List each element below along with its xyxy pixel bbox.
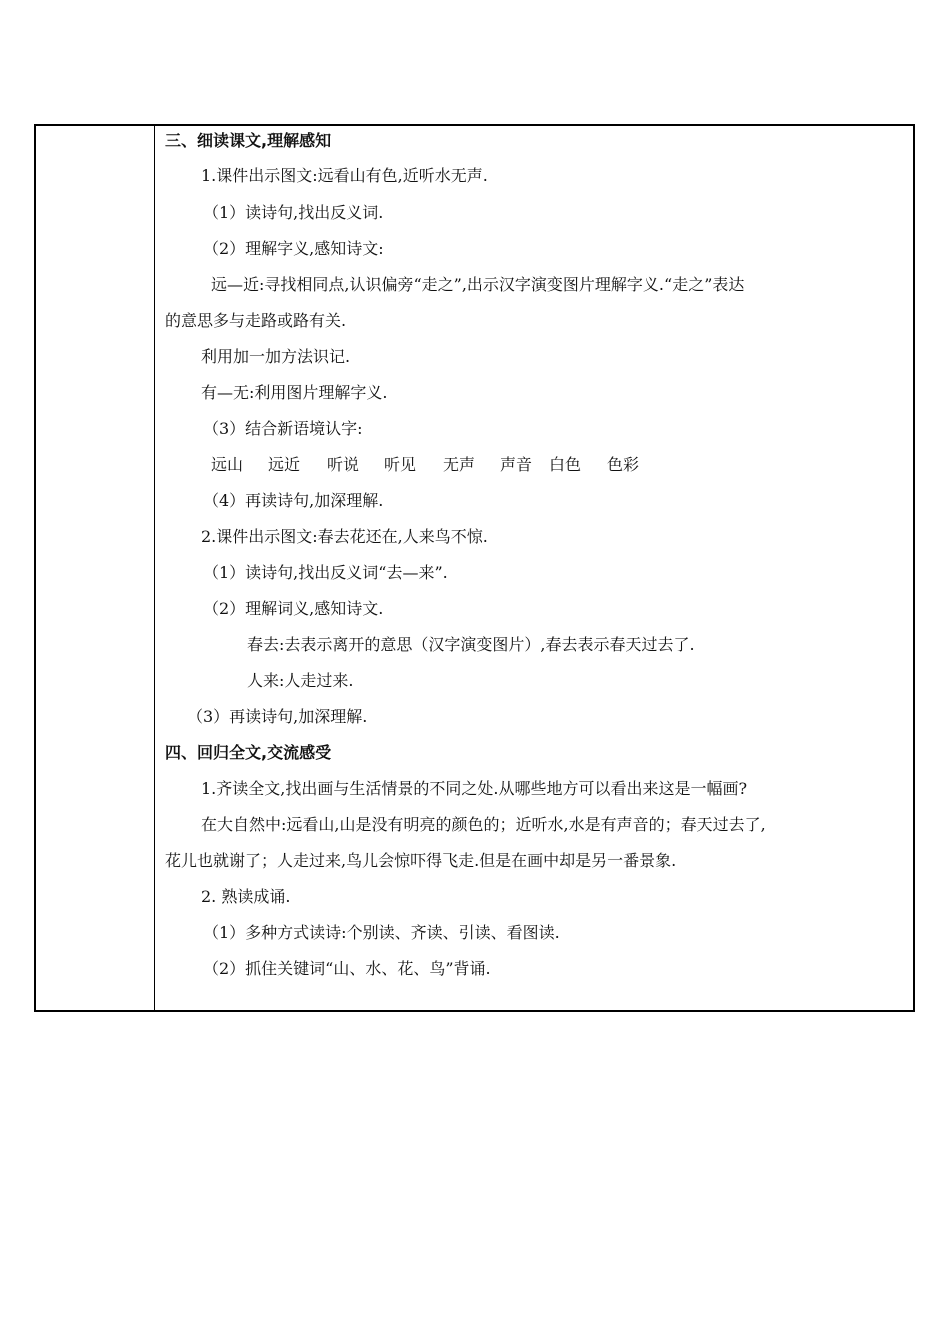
far-near-explanation-cont: 的意思多与走路或路有关. — [165, 311, 347, 330]
section4-item1: 1.齐读全文,找出画与生活情景的不同之处.从哪些地方可以看出来这是一幅画? — [201, 779, 748, 798]
section3-item2-2: （2）理解词义,感知诗文. — [203, 599, 384, 618]
word-item: 远近 — [268, 455, 301, 474]
section3-item2: 2.课件出示图文:春去花还在,人来鸟不惊. — [201, 527, 488, 546]
people-come-explanation: 人来:人走过来. — [247, 671, 354, 690]
add-method-note: 利用加一加方法识记. — [201, 347, 351, 366]
have-none-note: 有—无:利用图片理解字义. — [201, 383, 388, 402]
word-item: 白色 — [549, 455, 582, 474]
section3-item1-4: （4）再读诗句,加深理解. — [203, 491, 384, 510]
spring-go-explanation: 春去:去表示离开的意思（汉字演变图片）,春去表示春天过去了. — [247, 635, 695, 654]
nature-contrast: 在大自然中:远看山,山是没有明亮的颜色的；近听水,水是有声音的；春天过去了, — [201, 815, 766, 834]
section4-item2-2: （2）抓住关键词“山、水、花、鸟”背诵. — [203, 959, 491, 978]
section4-item2: 2. 熟读成诵. — [201, 887, 291, 906]
section4-heading: 四、回归全文,交流感受 — [165, 743, 332, 762]
word-item: 听说 — [327, 455, 360, 474]
nature-contrast-cont: 花儿也就谢了；人走过来,鸟儿会惊吓得飞走.但是在画中却是另一番景象. — [165, 851, 677, 870]
section3-item1-1: （1）读诗句,找出反义词. — [203, 203, 384, 222]
section3-item2-3: （3）再读诗句,加深理解. — [187, 707, 368, 726]
lesson-table — [34, 124, 915, 1012]
word-item: 无声 — [443, 455, 476, 474]
section3-item1: 1.课件出示图文:远看山有色,近听水无声. — [201, 166, 488, 185]
section3-item1-3: （3）结合新语境认字: — [203, 419, 363, 438]
word-list — [211, 455, 639, 475]
section4-item2-1: （1）多种方式读诗:个别读、齐读、引读、看图读. — [203, 923, 560, 942]
table-left-column — [36, 126, 155, 1010]
word-item: 远山 — [211, 455, 244, 474]
section3-item1-2: （2）理解字义,感知诗文: — [203, 239, 384, 258]
word-item: 色彩 — [607, 455, 640, 474]
word-item: 声音 — [500, 455, 533, 474]
section3-item2-1: （1）读诗句,找出反义词“去—来”. — [203, 563, 448, 582]
section3-heading: 三、细读课文,理解感知 — [165, 131, 332, 150]
table-content-cell — [155, 126, 913, 1010]
far-near-explanation: 远—近:寻找相同点,认识偏旁“走之”,出示汉字演变图片理解字义.“走之”表达 — [211, 275, 745, 294]
word-item: 听见 — [384, 455, 417, 474]
